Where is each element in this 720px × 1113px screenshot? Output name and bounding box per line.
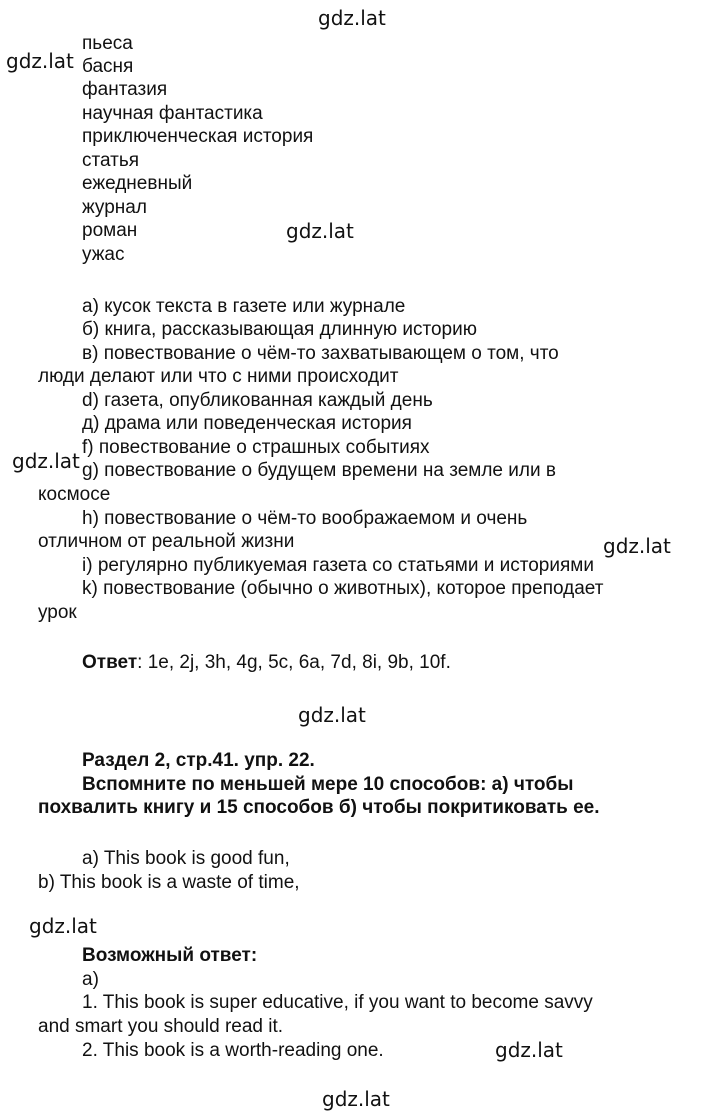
possible-answer-line: 1. This book is super educative, if you want to become savvy	[82, 992, 593, 1013]
definition-line: g) повествование о будущем времени на земле или в	[82, 460, 556, 481]
definition-line: а) кусок текста в газете или журнале	[82, 296, 406, 317]
possible-answer-line: 2. This book is a worth-reading one.	[82, 1040, 384, 1061]
answer-line	[82, 652, 451, 674]
word-list-item: статья	[82, 150, 140, 171]
word-list-item: журнал	[82, 197, 147, 218]
word-list-item: фантазия	[82, 79, 168, 100]
possible-answer-heading: Возможный ответ:	[82, 945, 258, 966]
watermark: gdz.lat	[12, 449, 80, 473]
definition-line: космосе	[38, 484, 111, 505]
word-list-item: научная фантастика	[82, 103, 263, 124]
watermark: gdz.lat	[286, 219, 354, 243]
possible-answer-sublabel: а)	[82, 969, 99, 990]
definition-line: i) регулярно публикуемая газета со статьями и историями	[82, 555, 594, 576]
definition-line: урок	[38, 602, 77, 623]
word-list-item: роман	[82, 220, 138, 241]
definition-line: k) повествование (обычно о животных), которое преподает	[82, 578, 604, 599]
watermark: gdz.lat	[495, 1038, 563, 1062]
watermark: gdz.lat	[318, 6, 386, 30]
word-list-item: басня	[82, 56, 134, 77]
task-line: похвалить книгу и 15 способов б) чтобы покритиковать ее.	[38, 797, 600, 818]
watermark: gdz.lat	[298, 703, 366, 727]
task-line: Вспомните по меньшей мере 10 способов: а) чтобы	[82, 774, 574, 795]
definition-line: d) газета, опубликованная каждый день	[82, 390, 433, 411]
watermark: gdz.lat	[29, 914, 97, 938]
word-list-item: пьеса	[82, 33, 133, 54]
definition-line: отличном от реальной жизни	[38, 531, 295, 552]
definition-line: в) повествование о чём-то захватывающем о том, что	[82, 343, 559, 364]
answer-label: Ответ	[82, 652, 138, 673]
section-heading: Раздел 2, стр.41. упр. 22.	[82, 750, 315, 771]
definition-line: д) драма или поведенческая история	[82, 413, 412, 434]
example-line: b) This book is a waste of time,	[38, 872, 300, 893]
definition-line: h) повествование о чём-то воображаемом и очень	[82, 508, 528, 529]
watermark: gdz.lat	[6, 49, 74, 73]
definition-line: люди делают или что с ними происходит	[38, 366, 399, 387]
word-list-item: ужас	[82, 244, 125, 265]
word-list-item: ежедневный	[82, 173, 193, 194]
possible-answer-line: and smart you should read it.	[38, 1016, 284, 1037]
answer-text: : 1e, 2j, 3h, 4g, 5c, 6a, 7d, 8i, 9b, 10f.	[137, 652, 451, 673]
word-list-item: приключенческая история	[82, 126, 314, 147]
watermark: gdz.lat	[322, 1087, 390, 1111]
definition-line: f) повествование о страшных событиях	[82, 437, 430, 458]
definition-line: б) книга, рассказывающая длинную историю	[82, 319, 477, 340]
watermark: gdz.lat	[603, 534, 671, 558]
example-line: a) This book is good fun,	[82, 848, 290, 869]
